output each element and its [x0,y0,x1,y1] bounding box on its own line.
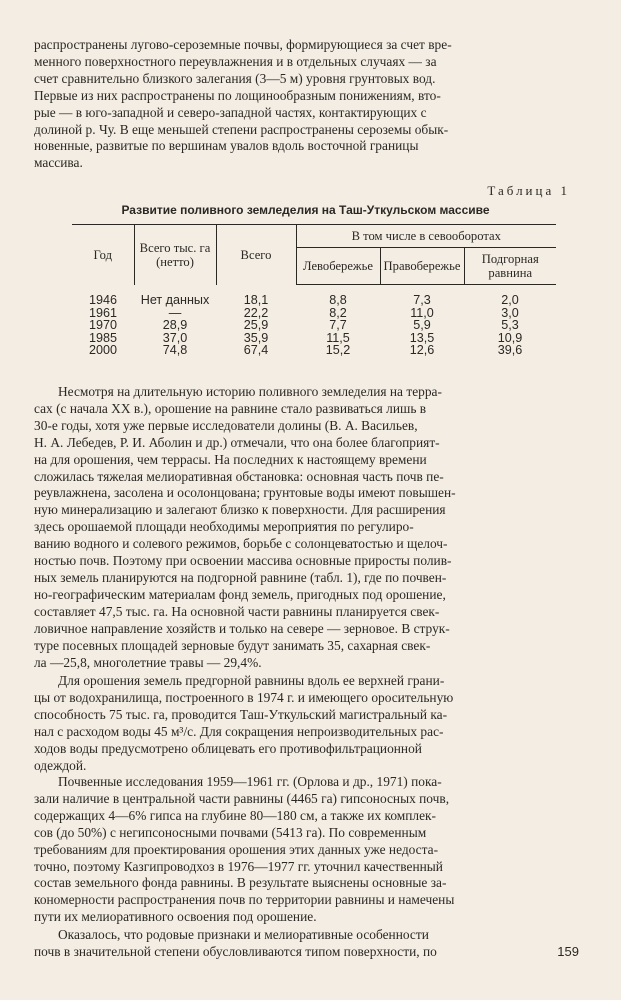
cell-total: 22,2 [243,305,269,320]
cell-net: — [168,305,182,320]
cell-foothill: 10,9 [497,330,523,345]
paragraph-soil-survey: Почвенные исследования 1959—1961 гг. (Орлова и др., 1971) пока- зали наличие в центральной части равнины (4465 га) гипсоносных почв, содержащих 4—6% гипса на глубине 80—180 см, а также их комплек- сов (до 50%) с негипсоносными почвами (5413 га). По современным требованиям для проектирования орошения этих данных уже недоста- точно, поэтому Казгипроводхоз в 1976—1977 гг. уточнил качественный состав земельного фонда равнины. В результате выяснены основные за- кономерности распространения почв по территории равнины и намечены пути их мелиоративного освоения под орошение. [34,774,455,925]
page-number: 159 [557,944,579,959]
cell-foothill: 2,0 [501,293,519,307]
table-row [72,332,556,345]
cell-year: 1946 [88,292,118,307]
cell-net: Нет данных [140,292,210,307]
paragraph-canal: Для орошения земель предгорной равнины вдоль ее верхней грани- цы от водохранилища, построенного в 1974 г. и имеющего оросительную способность 75 тыс. га, проводится Таш-Уткульский магистральный ка- нал с расходом воды 45 м³/с. Для сокращения непроизводительных рас- ходов воды предусмотрено облицевать его противофильтрационной одеждой. [34,673,454,773]
cell-left-bank: 11,5 [326,330,350,345]
header-crop-rotations: В том числе в севооборотах [296,225,556,248]
header-foothill: Подгорная равнина [464,248,556,285]
header-left-bank: Левобережье [296,248,380,285]
cell-foothill: 5,3 [501,318,519,333]
cell-left-bank: 7,7 [329,318,347,333]
header-right-bank: Правобережье [380,248,464,285]
header-year: Год [72,225,134,285]
cell-net: 74,8 [162,343,188,358]
cell-right-bank: 12,6 [409,343,435,358]
cell-total: 25,9 [243,318,269,333]
cell-foothill: 39,6 [497,343,523,358]
cell-net: 37,0 [162,330,188,345]
cell-left-bank: 8,8 [329,293,347,307]
cell-right-bank: 5,9 [413,318,431,333]
cell-right-bank: 13,5 [409,330,435,345]
cell-year: 1961 [88,305,118,320]
cell-right-bank: 7,3 [413,293,431,307]
cell-total: 18,1 [243,292,269,307]
cell-total: 67,4 [243,343,269,358]
table-row [72,285,556,307]
cell-foothill: 3,0 [501,305,519,320]
cell-net: 28,9 [162,318,188,333]
intro-paragraph: распространены лугово-сероземные почвы, формирующиеся за счет вре- менного поверхностного переувлажнения и в отдельных случаях — за счет сравнительно близкого залегания (3—5 м) уровня грунтовых вод. Первые из них распространены по лощинообразным понижениям, вто- рые — в юго-западной и северо-западной частях, контактирующих с долиной р. Чу. В еще меньшей степени распространены сероземы обык- новенные, развитые по вершинам увалов вдоль восточной границы массива. [34,37,452,171]
paragraph-irrigation-history: Несмотря на длительную историю поливного земледелия на терра- сах (с начала XX в.), орошение на равнине стало развиваться лишь в 30-е годы, хотя уже первые исследователи долины (В. А. Васильев, Н. А. Лебедев, Р. И. Аболин и др.) отмечали, что она более благоприят- на для орошения, чем террасы. На последних к настоящему времени сложилась тяжелая мелиоративная обстановка: основная часть почв пе- реувлажнена, засолена и осолонцована; грунтовые воды имеют повышен- ную минерализацию и залегают близко к поверхности. Для расширения здесь орошаемой площади необходимы мероприятия по регулиро- ванию водного и солевого режимов, борьбе с солонцеватостью и щелоч- ностью почв. Поэтому при освоении массива основные приросты полив- ных земель планируются на подгорной равнине (табл. 1), где по почвен- но-географическим материалам фонд земель, пригодных под орошение, составляет 47,5 тыс. га. На основной части равнины планируется свек- ловичное направление хозяйств и только на севере — зерновое. В струк- туре посевных площадей зерновые будут занимать 35, сахарная свек- ла —25,8, многолетние травы — 29,4%. [34,384,456,670]
header-total: Всего [216,225,296,285]
cell-year: 1970 [88,318,118,333]
header-total-net: Всего тыс. га (нетто) [134,225,216,285]
cell-year: 2000 [88,343,118,358]
cell-right-bank: 11,0 [410,305,434,320]
table-row [72,344,556,360]
table-label: Таблица 1 [487,183,570,198]
cell-year: 1985 [88,330,118,345]
cell-total: 35,9 [243,330,269,345]
table-row [72,319,556,332]
table-row [72,307,556,320]
cell-left-bank: 15,2 [325,343,351,358]
irrigation-table [72,224,556,360]
table-title: Развитие поливного земледелия на Таш-Уткульском массиве [121,203,490,217]
paragraph-conclusion: Оказалось, что родовые признаки и мелиоративные особенности почв в значительной степени обусловливаются типом поверхности, по [34,927,437,959]
cell-left-bank: 8,2 [329,305,347,320]
